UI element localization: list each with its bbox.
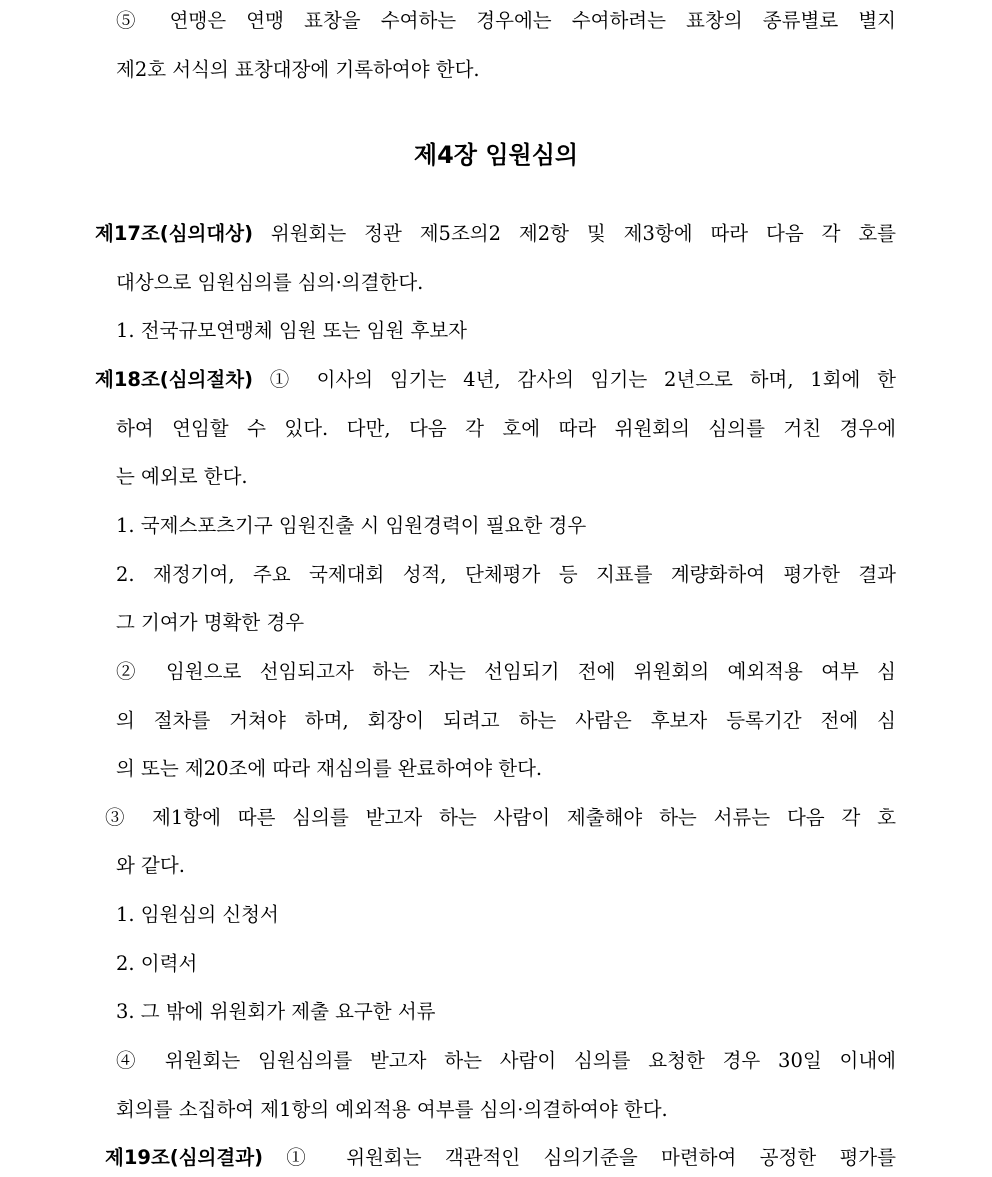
article-18-document-2: 2. 이력서	[116, 952, 198, 975]
article-17-line-1	[95, 221, 896, 247]
article-18-line-1	[95, 367, 896, 393]
article-18-item-2-line-2: 그 기여가 명확한 경우	[116, 611, 305, 634]
article-18-paragraph-3-line-2: 와 같다.	[116, 854, 185, 877]
article-19-text: ① 위원회는 객관적인 심의기준을 마련하여 공정한 평가를	[262, 1146, 896, 1169]
article-18-text: ① 이사의 임기는 4년, 감사의 임기는 2년으로 하며, 1회에 한	[252, 368, 896, 391]
article-17-item-1: 1. 전국규모연맹체 임원 또는 임원 후보자	[116, 319, 467, 342]
article-18-item-1: 1. 국제스포츠기구 임원진출 시 임원경력이 필요한 경우	[116, 514, 587, 537]
article-18-paragraph-4-line-2: 회의를 소집하여 제1항의 예외적용 여부를 심의·의결하여야 한다.	[116, 1098, 668, 1121]
article-18-paragraph-4-line-1: ④ 위원회는 임원심의를 받고자 하는 사람이 심의를 요청한 경우 30일 이내에	[116, 1049, 896, 1072]
article-18-line-3: 는 예외로 한다.	[116, 465, 248, 488]
article-18-paragraph-2-line-2: 의 절차를 거쳐야 하며, 회장이 되려고 하는 사람은 후보자 등록기간 전에 심	[116, 709, 896, 732]
paragraph-5-line-1: ⑤ 연맹은 연맹 표창을 수여하는 경우에는 수여하려는 표창의 종류별로 별지	[116, 9, 896, 32]
paragraph-5-line-2: 제2호 서식의 표창대장에 기록하여야 한다.	[116, 58, 480, 81]
article-17-line-2: 대상으로 임원심의를 심의·의결한다.	[116, 271, 424, 294]
article-18-item-2-line-1: 2. 재정기여, 주요 국제대회 성적, 단체평가 등 지표를 계량화하여 평가한 결과	[116, 563, 896, 586]
article-18-line-2: 하여 연임할 수 있다. 다만, 다음 각 호에 따라 위원회의 심의를 거친 경우에	[116, 417, 896, 440]
article-19-heading: 제19조(심의결과)	[105, 1146, 263, 1169]
article-18-document-3: 3. 그 밖에 위원회가 제출 요구한 서류	[116, 1000, 436, 1023]
article-18-paragraph-2-line-3: 의 또는 제20조에 따라 재심의를 완료하여야 한다.	[116, 757, 543, 780]
article-17-heading: 제17조(심의대상)	[95, 222, 253, 245]
article-18-paragraph-3-line-1: ③ 제1항에 따른 심의를 받고자 하는 사람이 제출해야 하는 서류는 다음 각 호	[105, 806, 896, 829]
article-18-document-1: 1. 임원심의 신청서	[116, 903, 279, 926]
article-19-line-1	[105, 1145, 896, 1171]
article-18-paragraph-2-line-1: ② 임원으로 선임되고자 하는 자는 선임되기 전에 위원회의 예외적용 여부 심	[116, 660, 896, 683]
article-18-heading: 제18조(심의절차)	[95, 368, 253, 391]
chapter-title: 제4장 임원심의	[413, 141, 579, 169]
article-17-text: 위원회는 정관 제5조의2 제2항 및 제3항에 따라 다음 각 호를	[252, 222, 896, 245]
